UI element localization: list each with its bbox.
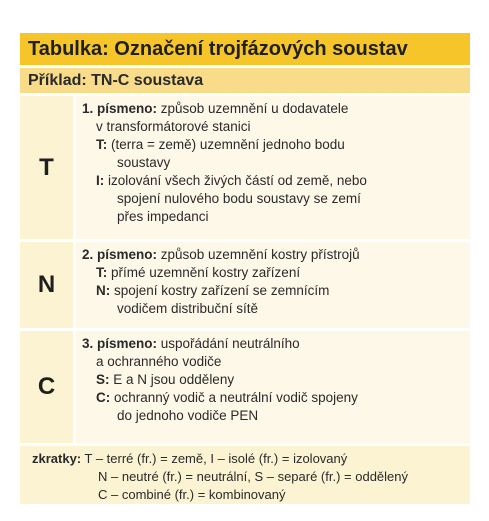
abbreviation-line: T – terré (fr.) = země, I – isolé (fr.) = izolovaný	[81, 451, 348, 466]
heading-bold: 1. písmeno:	[82, 101, 158, 116]
abbreviation-line: C – combiné (fr.) = kombinovaný	[98, 487, 286, 502]
row-text: spojení nulového bodu soustavy se zemí	[117, 191, 361, 206]
designation-table	[20, 33, 470, 504]
row-text: soustavy	[117, 155, 171, 170]
row-letter: T	[20, 96, 73, 239]
row-text: E a N jsou odděleny	[109, 372, 235, 387]
row-text: v transformátorové stanici	[96, 119, 251, 134]
example-heading: Příklad: TN-C soustava	[20, 68, 470, 93]
row-text: (terra = země) uzemnění jednoho bodu	[107, 137, 345, 152]
key-bold: T:	[96, 137, 108, 152]
row-text: do jednoho vodiče PEN	[117, 408, 259, 423]
key-bold: N:	[96, 283, 111, 298]
key-bold: I:	[96, 173, 105, 188]
row-description	[76, 242, 470, 328]
row-description	[76, 331, 470, 443]
abbreviations-label: zkratky:	[32, 451, 82, 466]
row-text: vodičem distribuční sítě	[117, 301, 259, 316]
row-text: a ochranného vodiče	[96, 354, 222, 369]
table-row-n	[20, 242, 470, 328]
row-letter: C	[20, 331, 73, 443]
table-row-c	[20, 331, 470, 443]
key-bold: S:	[96, 372, 110, 387]
row-text: ochranný vodič a neutrální vodič spojeny	[110, 390, 358, 405]
row-description	[76, 96, 470, 239]
key-bold: C:	[96, 390, 111, 405]
row-text: způsob uzemnění u dodavatele	[157, 101, 349, 116]
row-text: způsob uzemnění kostry přístrojů	[157, 247, 360, 262]
row-text: spojení kostry zařízení se zemnícím	[110, 283, 330, 298]
row-text: uspořádání neutrálního	[157, 336, 300, 351]
table-row-t	[20, 96, 470, 239]
heading-bold: 3. písmeno:	[82, 336, 158, 351]
row-text: přes impedanci	[117, 209, 209, 224]
heading-bold: 2. písmeno:	[82, 247, 158, 262]
row-text: přímé uzemnění kostry zařízení	[107, 265, 301, 280]
row-letter: N	[20, 242, 73, 328]
abbreviation-line: N – neutré (fr.) = neutrální, S – separé (fr.) = oddělený	[98, 469, 409, 484]
abbreviations	[20, 446, 470, 504]
row-text: izolování všech živých částí od země, nebo	[104, 173, 367, 188]
key-bold: T:	[96, 265, 108, 280]
table-title: Tabulka: Označení trojfázových soustav	[20, 33, 470, 65]
